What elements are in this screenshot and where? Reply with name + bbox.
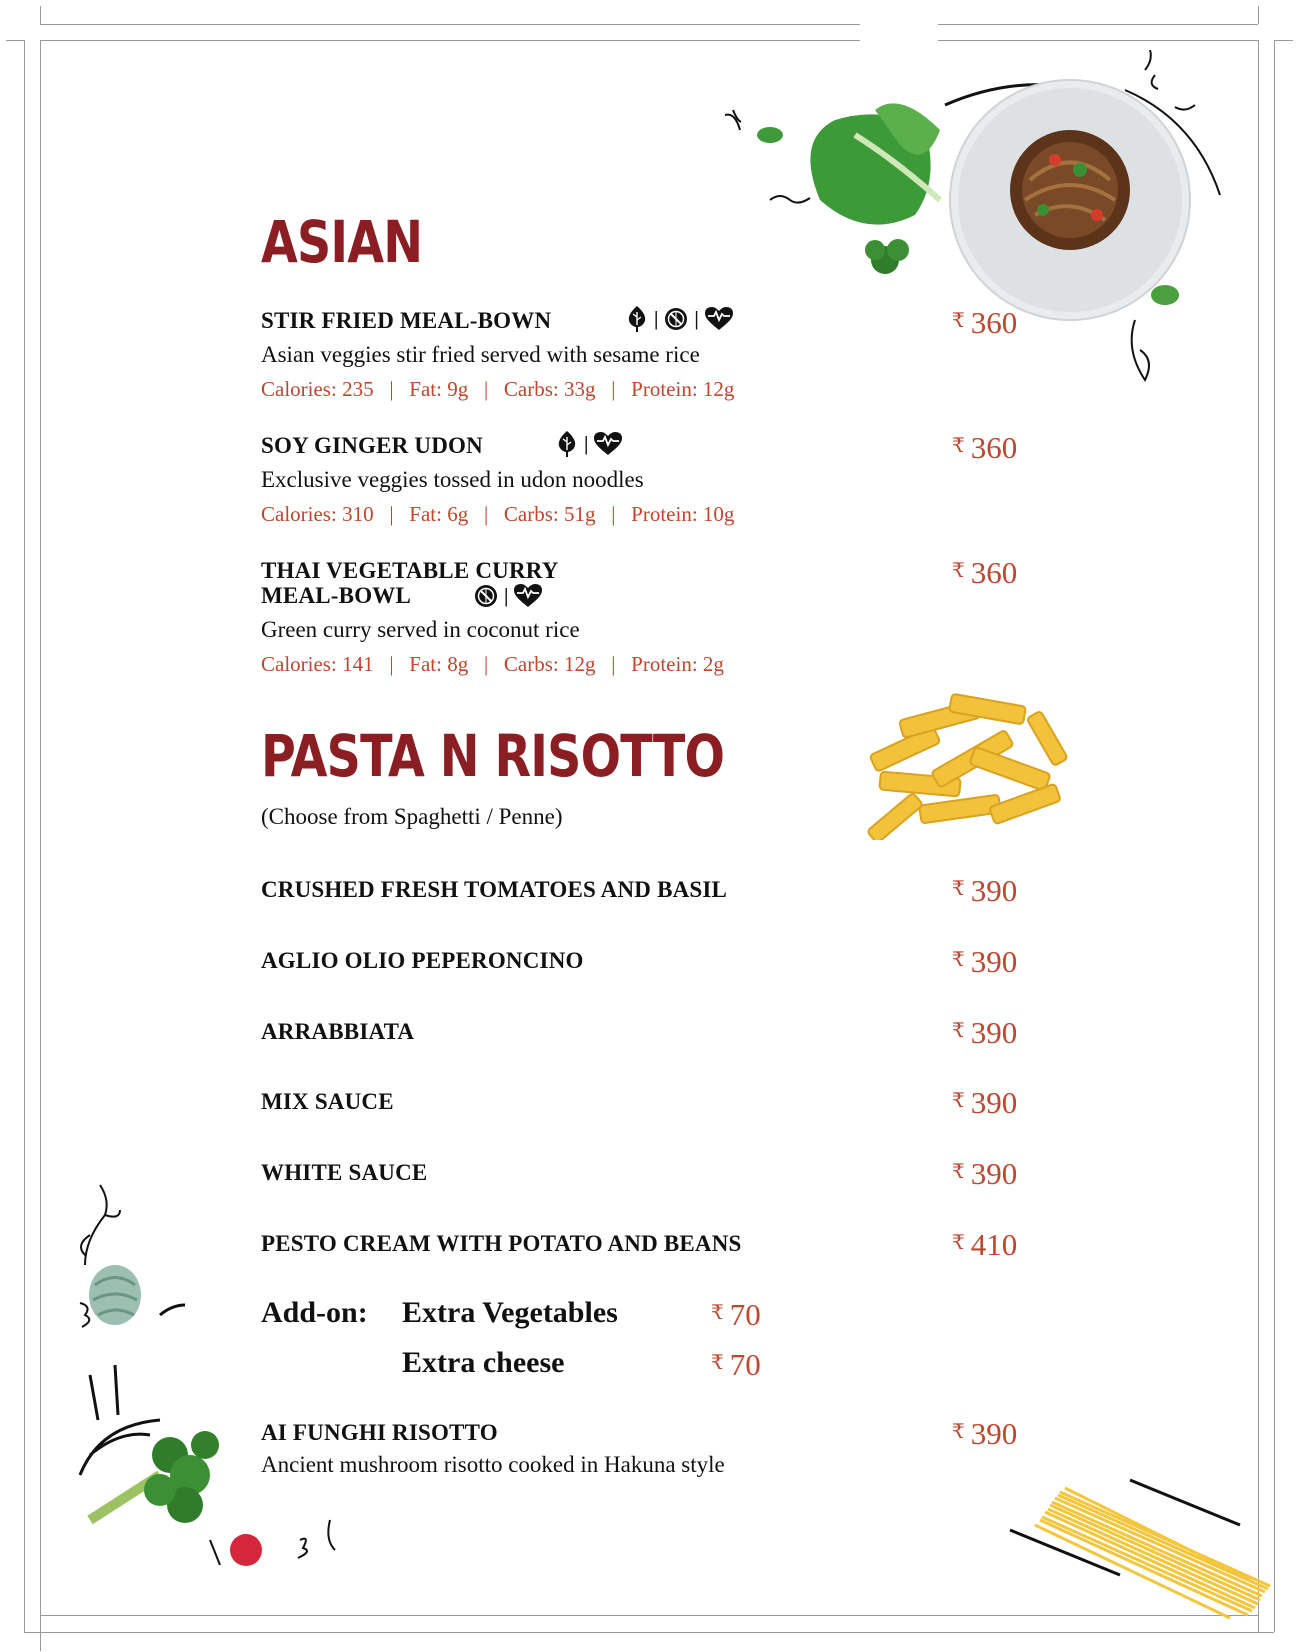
frame-inner-left	[40, 40, 41, 1632]
menu-item-price	[952, 873, 1017, 909]
menu-item-price	[952, 1015, 1017, 1051]
rupee-symbol: ₹	[952, 1020, 965, 1042]
addon-option-name: Extra cheese	[402, 1346, 565, 1379]
menu-item-price	[952, 1227, 1017, 1263]
menu-item-name-line1: THAI VEGETABLE CURRY	[261, 558, 559, 583]
spaghetti-illustration	[990, 1440, 1290, 1620]
addon-option-name: Extra Vegetables	[402, 1296, 618, 1329]
price-value: 360	[970, 430, 1018, 465]
vegetable-doodle-illustration	[60, 1175, 360, 1575]
price-value: 390	[970, 944, 1018, 979]
rupee-symbol: ₹	[711, 1352, 724, 1374]
menu-item-name-line2: MEAL-BOWL	[261, 583, 412, 608]
menu-item-nutrition: Calories: 141 | Fat: 8g | Carbs: 12g | Protein: 2g	[261, 652, 724, 676]
frame-inner-top-left	[40, 40, 860, 41]
icon-separator: |	[584, 432, 589, 455]
penne-pasta-illustration	[860, 690, 1080, 840]
price-value: 70	[729, 1297, 761, 1332]
heart-health-icon	[594, 432, 622, 456]
rupee-symbol: ₹	[952, 1421, 965, 1443]
frame-top-right	[938, 24, 1258, 25]
vegan-leaf-icon	[556, 431, 578, 457]
menu-item-nutrition: Calories: 310 | Fat: 6g | Carbs: 51g | Protein: 10g	[261, 502, 735, 526]
menu-item-price	[952, 555, 1017, 591]
menu-item-name: SOY GINGER UDON	[261, 433, 483, 458]
heart-health-icon	[514, 584, 542, 608]
crop-mark-tl	[40, 6, 41, 24]
rupee-symbol: ₹	[952, 878, 965, 900]
price-value: 360	[970, 305, 1018, 340]
rupee-symbol: ₹	[952, 1232, 965, 1254]
menu-item-price	[952, 430, 1017, 466]
heart-health-icon	[705, 307, 733, 331]
rupee-symbol: ₹	[952, 949, 965, 971]
rupee-symbol: ₹	[952, 435, 965, 457]
icon-separator: |	[654, 307, 659, 330]
diet-icons	[626, 306, 733, 332]
menu-item-name: CRUSHED FRESH TOMATOES AND BASIL	[261, 877, 728, 902]
menu-item-description: Exclusive veggies tossed in udon noodles	[261, 467, 644, 492]
menu-item-name: WHITE SAUCE	[261, 1160, 428, 1185]
menu-item-name: MIX SAUCE	[261, 1089, 394, 1114]
icon-separator: |	[504, 584, 509, 607]
price-value: 390	[970, 873, 1018, 908]
section-heading-pasta: PASTA N RISOTTO	[261, 722, 725, 790]
frame-inner-right	[1274, 40, 1275, 1632]
price-value: 360	[970, 555, 1018, 590]
frame-top-left	[40, 24, 860, 25]
rupee-symbol: ₹	[711, 1302, 724, 1324]
diet-icons	[474, 584, 542, 608]
menu-item-description: Ancient mushroom risotto cooked in Hakuna style	[261, 1452, 725, 1477]
menu-item-name: STIR FRIED MEAL-BOWN	[261, 308, 552, 333]
rupee-symbol: ₹	[952, 560, 965, 582]
no-gluten-icon	[664, 307, 688, 331]
menu-item-price	[952, 944, 1017, 980]
crop-mark-tr	[1258, 6, 1259, 24]
menu-item-description: Asian veggies stir fried served with sesame rice	[261, 342, 700, 367]
rupee-symbol: ₹	[952, 1090, 965, 1112]
crop-mark-rt	[1275, 40, 1293, 41]
rupee-symbol: ₹	[952, 310, 965, 332]
diet-icons	[556, 431, 622, 457]
frame-left	[24, 40, 25, 1632]
menu-item-price	[952, 1085, 1017, 1121]
rupee-symbol: ₹	[952, 1161, 965, 1183]
frame-inner-top-right	[938, 40, 1258, 41]
menu-item-nutrition: Calories: 235 | Fat: 9g | Carbs: 33g | Protein: 12g	[261, 377, 735, 401]
price-value: 390	[970, 1416, 1018, 1451]
menu-item-description: Green curry served in coconut rice	[261, 617, 580, 642]
menu-item-name: AGLIO OLIO PEPERONCINO	[261, 948, 584, 973]
crop-mark-lt	[6, 40, 24, 41]
menu-item-name: ARRABBIATA	[261, 1019, 415, 1044]
section-note: (Choose from Spaghetti / Penne)	[261, 804, 563, 829]
addon-option-price	[711, 1347, 761, 1383]
icon-separator: |	[694, 307, 699, 330]
menu-item-name: PESTO CREAM WITH POTATO AND BEANS	[261, 1231, 742, 1256]
crop-mark-bl	[40, 1633, 41, 1651]
menu-item-name: AI FUNGHI RISOTTO	[261, 1420, 498, 1445]
section-heading-asian: ASIAN	[261, 208, 423, 276]
frame-inner-bottom	[24, 1632, 1274, 1633]
no-gluten-icon	[474, 584, 498, 608]
price-value: 390	[970, 1015, 1018, 1050]
menu-item-price	[952, 305, 1017, 341]
menu-item-price	[952, 1156, 1017, 1192]
frame-right	[1258, 40, 1259, 1632]
vegan-leaf-icon	[626, 306, 648, 332]
price-value: 390	[970, 1156, 1018, 1191]
price-value: 410	[970, 1227, 1018, 1262]
price-value: 70	[729, 1347, 761, 1382]
addon-option-price	[711, 1297, 761, 1333]
addon-label: Add-on:	[261, 1296, 368, 1329]
price-value: 390	[970, 1085, 1018, 1120]
